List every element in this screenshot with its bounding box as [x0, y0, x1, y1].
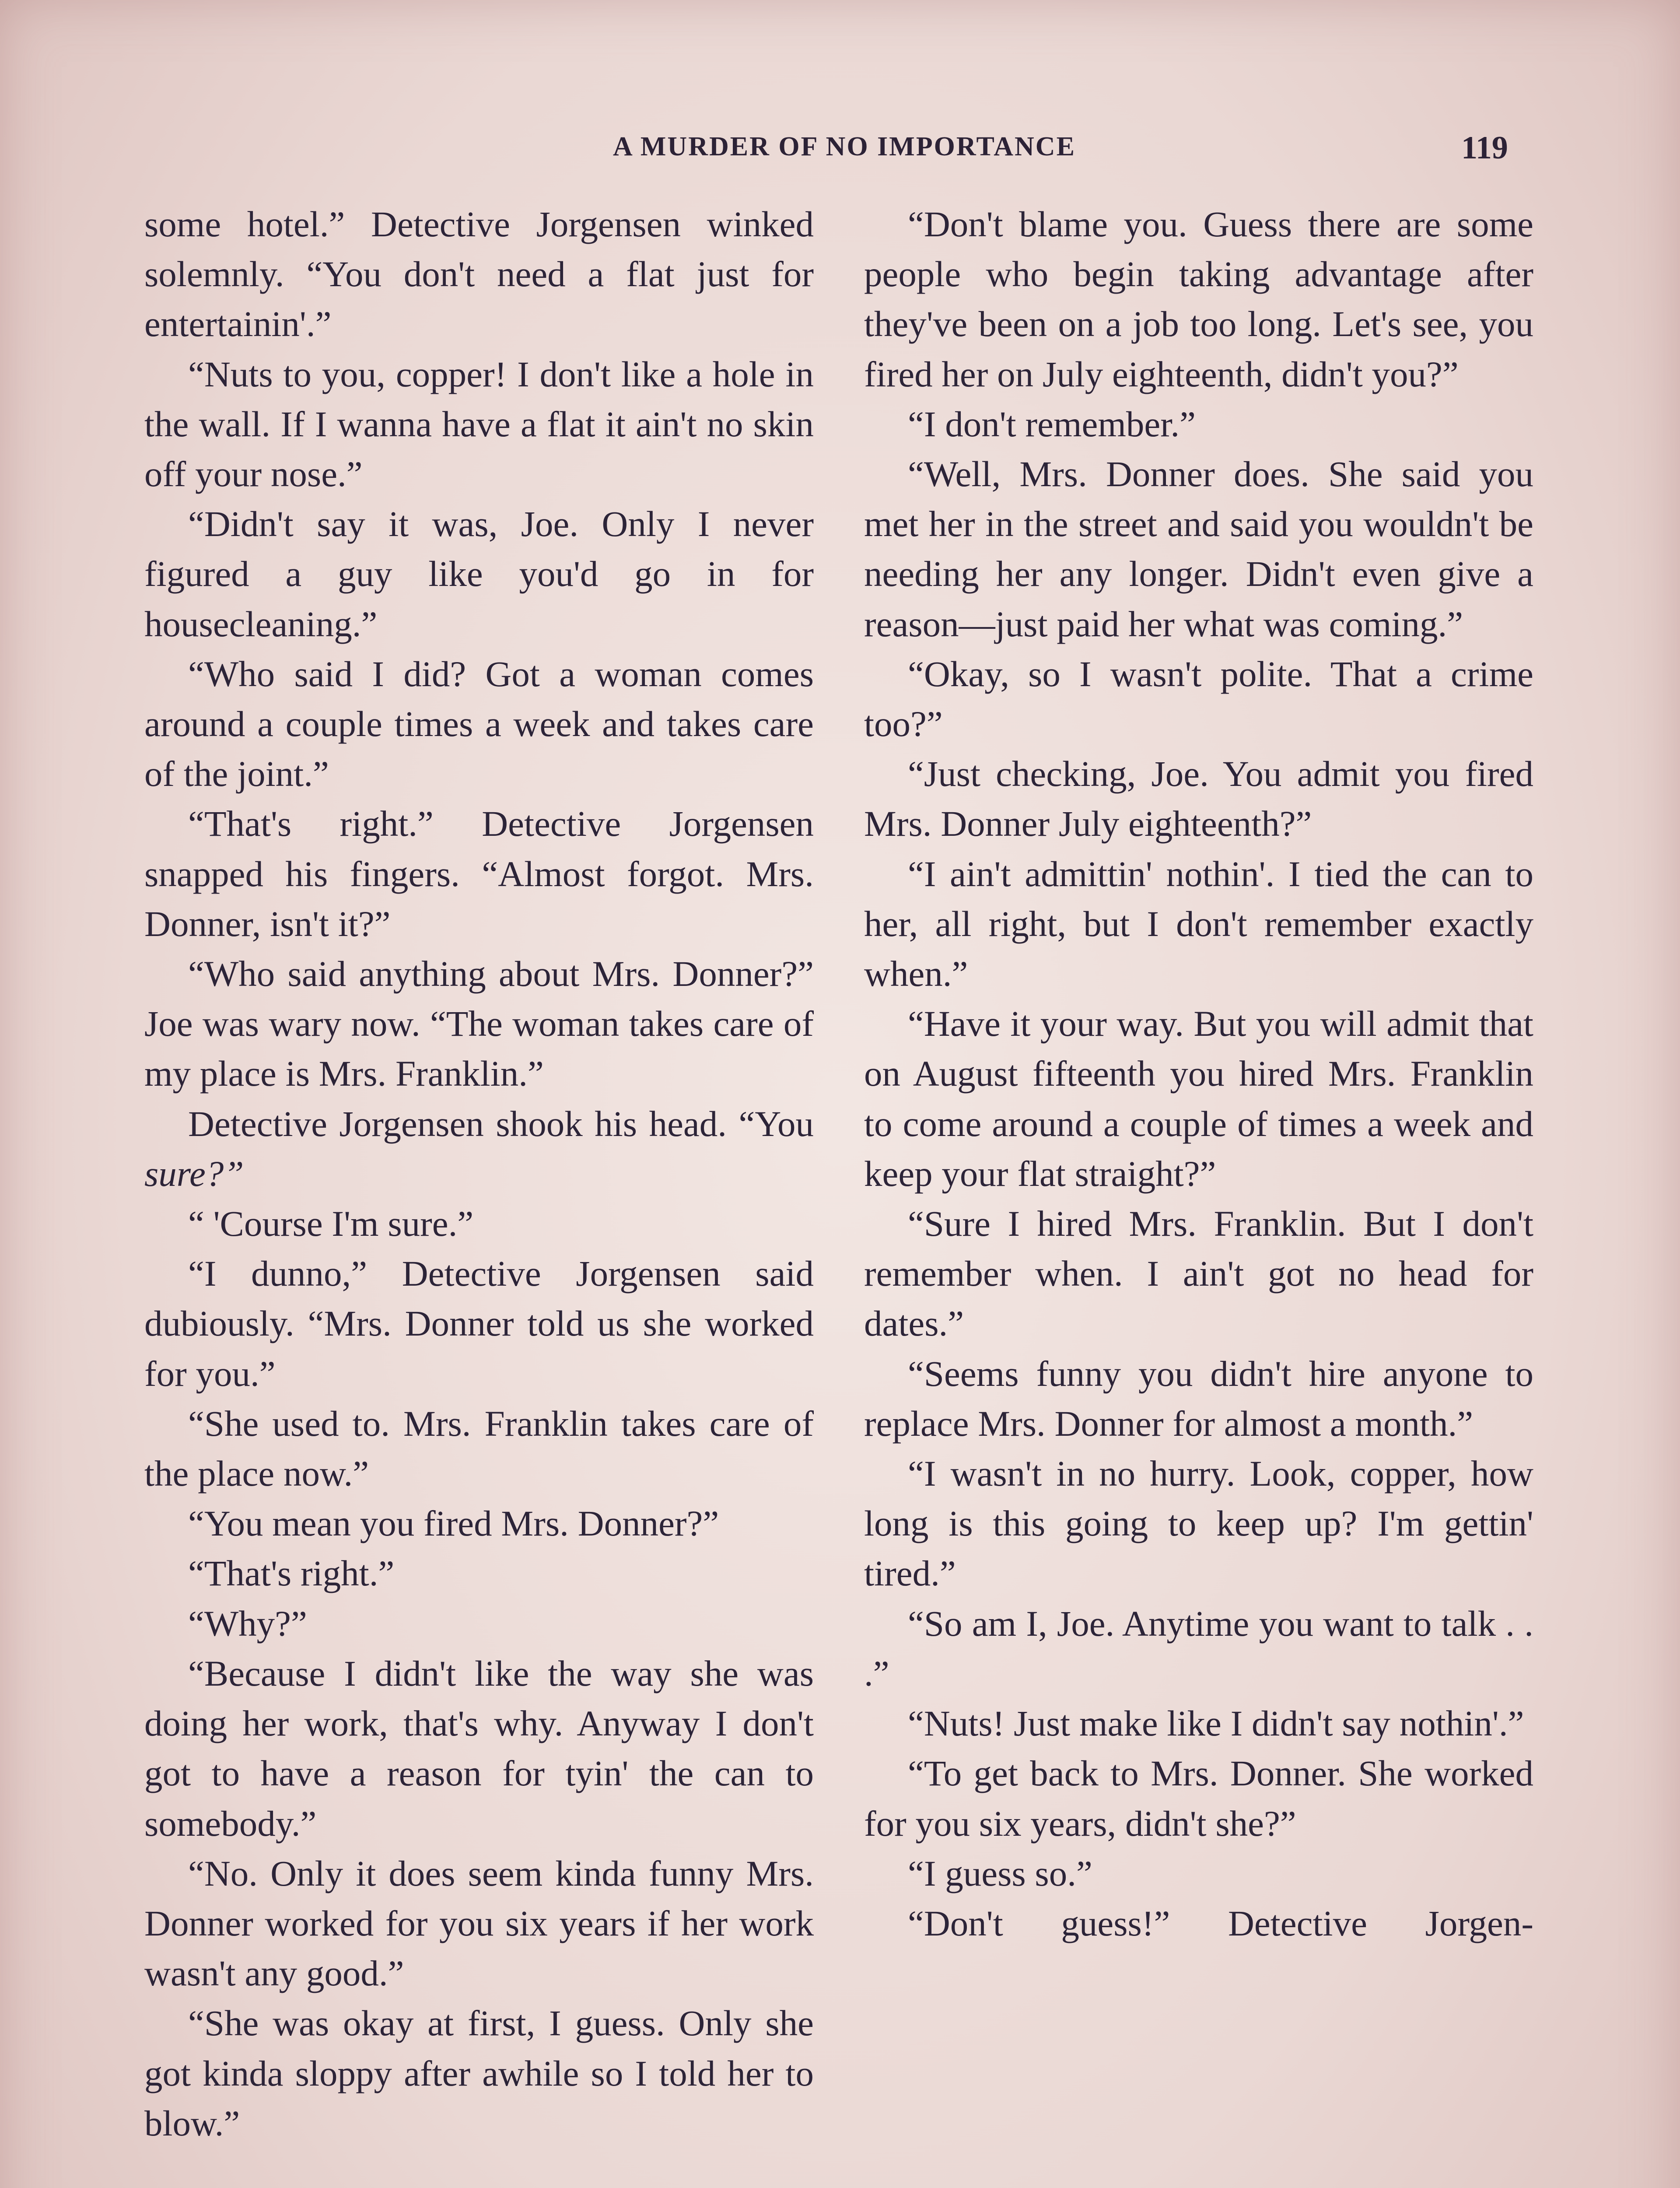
paragraph: “So am I, Joe. Anytime you want to talk . . .” [864, 1603, 1533, 1694]
paragraph: “I don't remember.” [908, 403, 1196, 444]
paragraph: “Just checking, Joe. You admit you fired Mrs. Donner July eighteenth?” [864, 754, 1533, 844]
paragraph [144, 1099, 814, 1199]
paragraph: “No. Only it does seem kinda funny Mrs. Donner worked for you six years if her work wasn't any good.” [144, 1853, 814, 1994]
left-column [144, 199, 814, 2148]
paragraph: “I dunno,” Detective Jorgensen said dubiously. “Mrs. Donner told us she worked for you.” [144, 1253, 814, 1394]
paragraph: “She used to. Mrs. Franklin takes care of the place now.” [144, 1403, 814, 1494]
running-head [0, 131, 1680, 175]
paragraph: “She was okay at first, I guess. Only she got kinda sloppy after awhile so I told her to blow.” [144, 2003, 814, 2143]
paragraph: “Why?” [188, 1603, 307, 1644]
paragraph: “Who said anything about Mrs. Donner?” Joe was wary now. “The woman takes care of my place is Mrs. Franklin.” [144, 954, 814, 1094]
paragraph: “Because I didn't like the way she was doing her work, that's why. Anyway I don't got to have a reason for tyin' the can to somebody.” [144, 1653, 814, 1844]
paragraph: “That's right.” Detective Jorgensen snapped his fingers. “Almost forgot. Mrs. Donner, isn't it?” [144, 803, 814, 944]
paragraph: “ 'Course I'm sure.” [188, 1203, 474, 1244]
paragraph-text: Detective Jorgensen shook his head. “You [188, 1103, 814, 1144]
paragraph: “Didn't say it was, Joe. Only I never figured a guy like you'd go in for housecleaning.” [144, 504, 814, 644]
paragraph: “I ain't admittin' nothin'. I tied the can to her, all right, but I don't remember exactly when.” [864, 853, 1533, 994]
paragraph: “Nuts! Just make like I didn't say nothin'.” [908, 1703, 1524, 1744]
running-title: A MURDER OF NO IMPORTANCE [613, 132, 1076, 161]
paragraph: “Well, Mrs. Donner does. She said you met her in the street and said you wouldn't be needing her any longer. Didn't even give a reason—just paid her what was coming.” [864, 454, 1533, 644]
emphasis-text: sure?” [144, 1153, 244, 1194]
paragraph: “Who said I did? Got a woman comes around a couple times a week and takes care of the joint.” [144, 653, 814, 794]
paragraph: “Seems funny you didn't hire anyone to replace Mrs. Donner for almost a month.” [864, 1353, 1533, 1444]
paragraph: “To get back to Mrs. Donner. She worked for you six years, didn't she?” [864, 1753, 1533, 1844]
paragraph: “Nuts to you, copper! I don't like a hole in the wall. If I wanna have a flat it ain't no skin off your nose.” [144, 354, 814, 494]
paragraph: some hotel.” Detective Jorgensen winked solemnly. “You don't need a flat just for entertainin'.” [144, 204, 814, 344]
paragraph: “Sure I hired Mrs. Franklin. But I don't remember when. I ain't got no head for dates.” [864, 1203, 1533, 1344]
page-number: 119 [1461, 130, 1508, 166]
paragraph: “I guess so.” [908, 1853, 1092, 1893]
paragraph: “That's right.” [188, 1553, 395, 1594]
paragraph: “Don't guess!” Detective Jorgen- [908, 1903, 1533, 1943]
paragraph: “Have it your way. But you will admit that on August fifteenth you hired Mrs. Franklin to come around a couple of times a week and keep your flat straight?” [864, 1003, 1533, 1194]
paragraph: “You mean you fired Mrs. Donner?” [188, 1503, 719, 1544]
paragraph: “Don't blame you. Guess there are some people who begin taking advantage after they've been on a job too long. Let's see, you fired her on July eighteenth, didn't you?” [864, 204, 1533, 394]
paragraph: “I wasn't in no hurry. Look, copper, how long is this going to keep up? I'm gettin' tired.” [864, 1453, 1533, 1594]
right-column [864, 199, 1533, 1948]
paragraph: “Okay, so I wasn't polite. That a crime too?” [864, 653, 1533, 744]
